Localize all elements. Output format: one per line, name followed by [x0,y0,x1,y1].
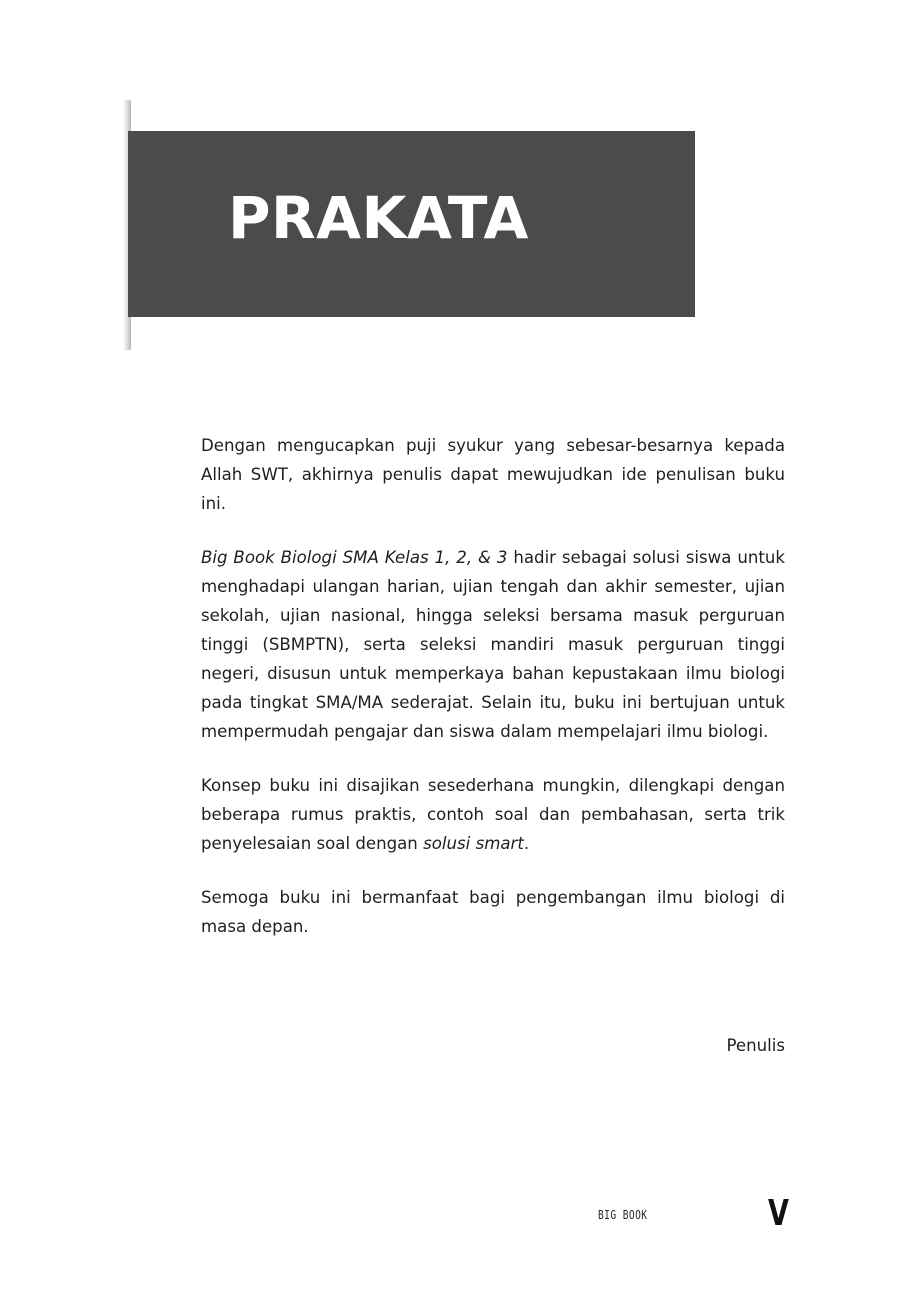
paragraph-4: Semoga buku ini bermanfaat bagi pengembangan ilmu biologi di masa depan. [201,888,785,936]
footer-brand: BIG BOOK [598,1208,648,1222]
solusi-smart-italic: solusi smart [423,834,524,853]
paragraph-2-text: hadir sebagai solusi siswa untuk menghadapi ulangan harian, ujian tengah dan akhir semester, ujian sekolah, ujian nasional, hingga seleksi bersama masuk perguruan tinggi (SBMPTN), serta seleksi mandiri masuk perguruan tinggi negeri, disusun untuk memperkaya bahan kepustakaan ilmu biologi pada tingkat SMA/MA sederajat. Selain itu, buku ini bertujuan untuk mempermudah pengajar dan siswa dalam mempelajari ilmu biologi. [201,548,785,741]
paragraph-3-end: . [523,834,530,853]
header-band [128,131,695,317]
paragraph-3 [201,771,785,858]
paragraph-3-text: Konsep buku ini disajikan sesederhana mungkin, dilengkapi dengan beberapa rumus praktis, contoh soal dan pembahasan, serta trik penyelesaian soal dengan [201,776,785,853]
paragraph-1: Dengan mengucapkan puji syukur yang sebesar-besarnya kepada Allah SWT, akhirnya penulis dapat mewujudkan ide penulisan buku ini. [201,436,785,513]
preface-body [201,431,785,966]
signature: Penulis [726,1036,785,1055]
paragraph-2 [201,543,785,746]
page-number: V [768,1193,789,1234]
page-title: PRAKATA [228,184,529,252]
book-title-italic: Big Book Biologi SMA Kelas 1, 2, & 3 [201,548,508,567]
